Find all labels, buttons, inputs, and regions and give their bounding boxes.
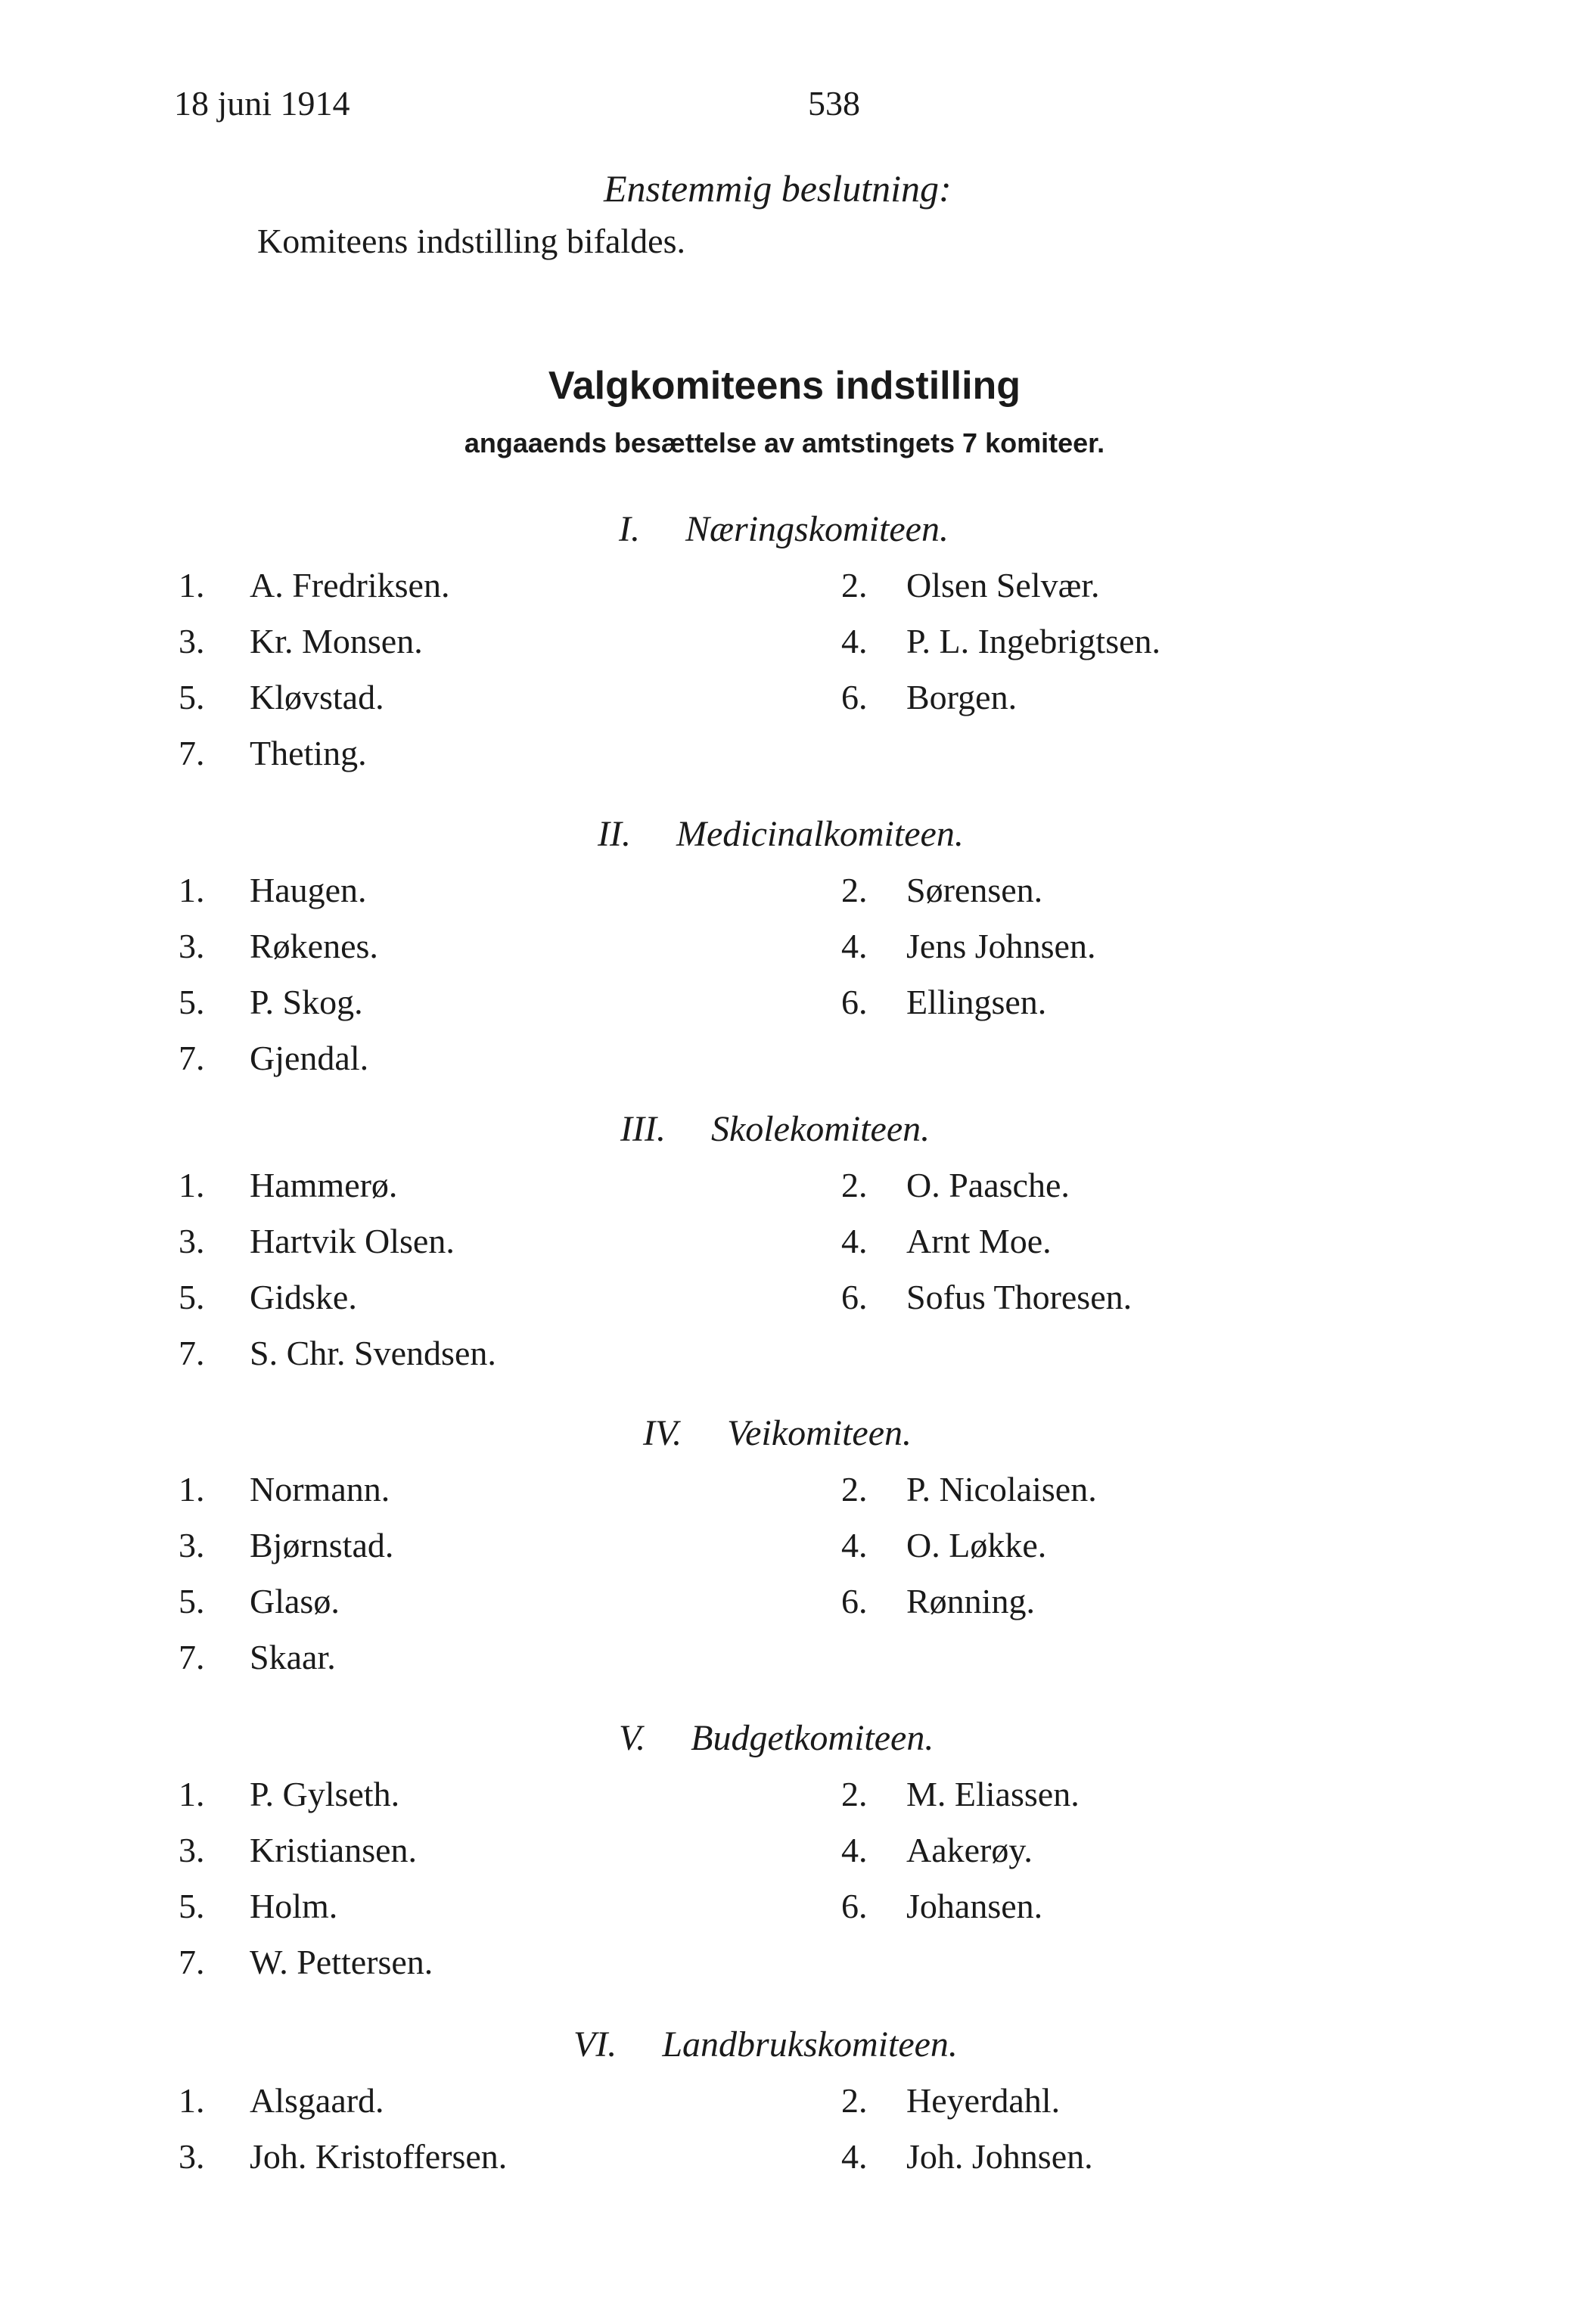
member-number: 3. — [179, 927, 205, 965]
member-number: 1. — [179, 1470, 205, 1508]
committee-title — [643, 1412, 912, 1454]
committee-numeral: I. — [619, 509, 640, 549]
member-number: 7. — [179, 1638, 205, 1676]
member-number: 4. — [841, 2137, 868, 2176]
committee-numeral: VI. — [573, 2024, 617, 2065]
member-name: Johansen. — [906, 1887, 1043, 1925]
member-number: 3. — [179, 622, 205, 660]
member-name: A. Fredriksen. — [250, 566, 450, 604]
member-name: Holm. — [250, 1887, 338, 1925]
member-number: 6. — [841, 678, 868, 716]
member-name: M. Eliassen. — [906, 1775, 1080, 1813]
member-number: 6. — [841, 983, 868, 1021]
member-name: Hammerø. — [250, 1166, 398, 1204]
member-number: 4. — [841, 1222, 868, 1260]
member-name: Alsgaard. — [250, 2081, 384, 2120]
committee-title — [598, 813, 964, 855]
member-name: Joh. Kristoffersen. — [250, 2137, 508, 2176]
member-name: Bjørnstad. — [250, 1526, 394, 1564]
member-name: Sofus Thoresen. — [906, 1278, 1132, 1316]
member-name: O. Løkke. — [906, 1526, 1047, 1564]
member-name: Skaar. — [250, 1638, 336, 1676]
member-number: 4. — [841, 1526, 868, 1564]
member-name: Hartvik Olsen. — [250, 1222, 455, 1260]
member-number: 7. — [179, 1334, 205, 1372]
member-number: 2. — [841, 1775, 868, 1813]
member-number: 2. — [841, 2081, 868, 2120]
member-name: Sørensen. — [906, 871, 1043, 909]
member-number: 1. — [179, 1166, 205, 1204]
member-number: 3. — [179, 2137, 205, 2176]
member-number: 1. — [179, 566, 205, 604]
committee-title — [619, 508, 949, 550]
member-number: 4. — [841, 622, 868, 660]
committee-name: Budgetkomiteen. — [691, 1718, 934, 1758]
member-name: Kristiansen. — [250, 1831, 418, 1869]
committee-numeral: V. — [619, 1718, 646, 1758]
report-title: Valgkomiteens indstilling — [548, 364, 1021, 408]
member-name: Theting. — [250, 734, 367, 772]
member-name: Arnt Moe. — [906, 1222, 1052, 1260]
member-number: 3. — [179, 1526, 205, 1564]
committee-title — [619, 1717, 934, 1759]
member-name: Glasø. — [250, 1582, 340, 1620]
committee-name: Medicinalkomiteen. — [676, 814, 964, 854]
member-number: 7. — [179, 1943, 205, 1981]
member-name: W. Pettersen. — [250, 1943, 433, 1981]
member-name: Gjendal. — [250, 1039, 369, 1077]
member-number: 5. — [179, 1582, 205, 1620]
member-name: P. L. Ingebrigtsen. — [906, 622, 1161, 660]
member-name: Olsen Selvær. — [906, 566, 1100, 604]
member-name: Kr. Monsen. — [250, 622, 423, 660]
member-number: 6. — [841, 1278, 868, 1316]
member-number: 5. — [179, 1887, 205, 1925]
member-name: P. Skog. — [250, 983, 363, 1021]
committee-name: Landbrukskomiteen. — [662, 2024, 958, 2065]
decision-text: Komiteens indstilling bifaldes. — [257, 222, 685, 260]
member-name: Jens Johnsen. — [906, 927, 1096, 965]
member-name: Ellingsen. — [906, 983, 1047, 1021]
committee-name: Næringskomiteen. — [685, 509, 949, 549]
member-number: 5. — [179, 1278, 205, 1316]
committee-name: Veikomiteen. — [727, 1413, 912, 1453]
member-number: 2. — [841, 566, 868, 604]
page-date: 18 juni 1914 — [174, 84, 350, 123]
member-number: 2. — [841, 1166, 868, 1204]
committee-name: Skolekomiteen. — [710, 1109, 931, 1149]
member-name: Kløvstad. — [250, 678, 384, 716]
member-name: O. Paasche. — [906, 1166, 1070, 1204]
member-name: P. Gylseth. — [250, 1775, 400, 1813]
member-number: 2. — [841, 1470, 868, 1508]
member-number: 6. — [841, 1582, 868, 1620]
member-number: 7. — [179, 734, 205, 772]
member-number: 5. — [179, 983, 205, 1021]
member-name: Haugen. — [250, 871, 367, 909]
member-name: Røkenes. — [250, 927, 378, 965]
member-number: 3. — [179, 1222, 205, 1260]
page-number: 538 — [808, 84, 860, 123]
committee-numeral: III. — [620, 1109, 666, 1149]
member-number: 1. — [179, 1775, 205, 1813]
committee-numeral: II. — [598, 814, 631, 854]
member-name: Rønning. — [906, 1582, 1035, 1620]
committee-numeral: IV. — [643, 1413, 682, 1453]
member-name: Borgen. — [906, 678, 1018, 716]
member-name: Gidske. — [250, 1278, 357, 1316]
member-name: Normann. — [250, 1470, 390, 1508]
member-number: 2. — [841, 871, 868, 909]
member-number: 7. — [179, 1039, 205, 1077]
member-name: Aakerøy. — [906, 1831, 1033, 1869]
report-subtitle: angaaends besættelse av amtstingets 7 komiteer. — [464, 427, 1105, 458]
member-number: 4. — [841, 1831, 868, 1869]
committee-title — [573, 2024, 958, 2065]
decision-label: Enstemmig beslutning: — [604, 167, 952, 210]
member-name: Joh. Johnsen. — [906, 2137, 1093, 2176]
member-number: 5. — [179, 678, 205, 716]
member-number: 4. — [841, 927, 868, 965]
member-number: 6. — [841, 1887, 868, 1925]
member-number: 1. — [179, 2081, 205, 2120]
member-name: Heyerdahl. — [906, 2081, 1061, 2120]
member-name: S. Chr. Svendsen. — [250, 1334, 496, 1372]
member-name: P. Nicolaisen. — [906, 1470, 1097, 1508]
member-number: 3. — [179, 1831, 205, 1869]
committee-title — [620, 1108, 930, 1150]
member-number: 1. — [179, 871, 205, 909]
